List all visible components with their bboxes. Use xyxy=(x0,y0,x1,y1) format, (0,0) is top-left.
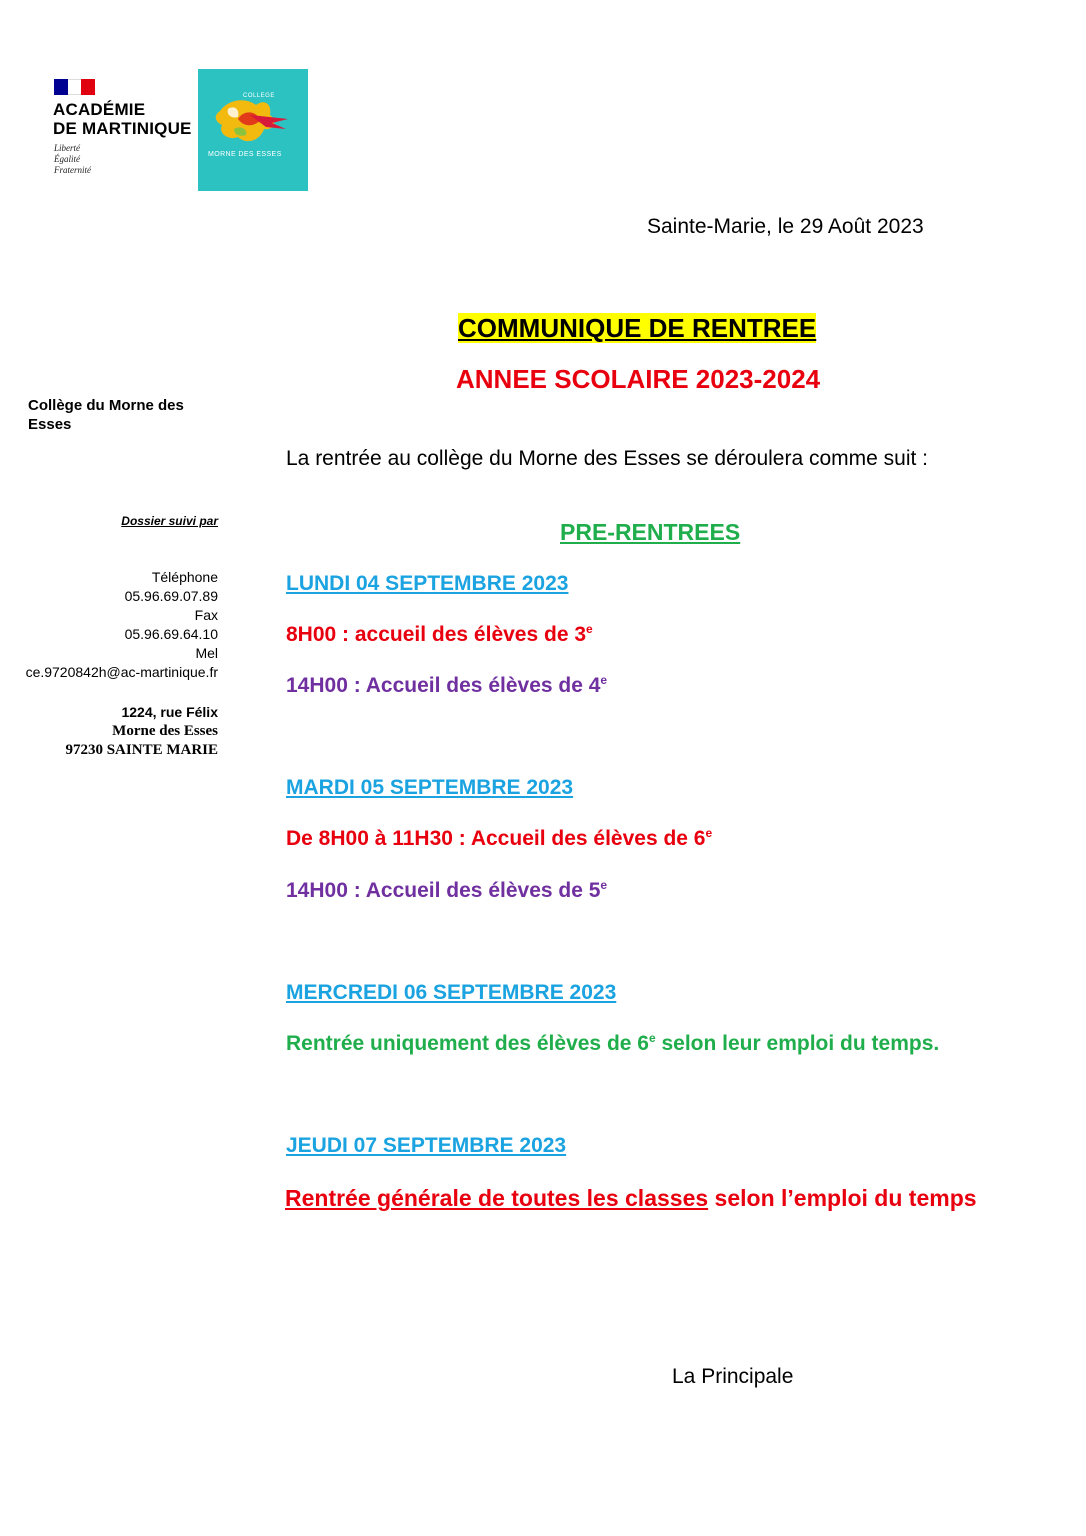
address-block xyxy=(65,703,218,760)
day-heading-wednesday: MERCREDI 06 SEPTEMBRE 2023 xyxy=(286,981,617,1004)
day-heading-monday: LUNDI 04 SEPTEMBRE 2023 xyxy=(286,572,569,595)
mail-address: ce.9720842h@ac-martinique.fr xyxy=(25,664,218,680)
section-title: PRE-RENTREES xyxy=(560,519,741,545)
republic-motto: Liberté Égalité Fraternité xyxy=(54,143,91,175)
contact-block xyxy=(26,568,218,682)
french-flag-icon xyxy=(54,79,95,95)
schedule-item: 8H00 : accueil des élèves de 3e xyxy=(286,622,593,646)
document-date: Sainte-Marie, le 29 Août 2023 xyxy=(647,215,924,238)
mail-label: Mel xyxy=(195,645,218,661)
fax-label: Fax xyxy=(194,607,218,623)
day-heading-thursday: JEUDI 07 SEPTEMBRE 2023 xyxy=(286,1134,567,1157)
academy-name: ACADÉMIE DE MARTINIQUE xyxy=(53,100,192,138)
dossier-label: Dossier suivi par xyxy=(121,514,218,528)
intro-text: La rentrée au collège du Morne des Esses se déroulera comme suit : xyxy=(286,447,929,470)
signature: La Principale xyxy=(672,1365,794,1388)
address-city: 97230 SAINTE MARIE xyxy=(65,742,218,758)
address-locality: Morne des Esses xyxy=(112,723,218,739)
phone-label: Téléphone xyxy=(151,569,218,585)
schedule-item: 14H00 : Accueil des élèves de 5e xyxy=(286,878,608,902)
school-year-title: ANNEE SCOLAIRE 2023-2024 xyxy=(456,364,821,394)
martinique-island-icon xyxy=(198,69,308,191)
fax-number: 05.96.69.64.10 xyxy=(124,626,218,642)
page-title: COMMUNIQUE DE RENTREE xyxy=(458,313,817,343)
college-name: Collège du Morne des Esses xyxy=(28,397,184,433)
schedule-item: Rentrée uniquement des élèves de 6e selon leur emploi du temps. xyxy=(286,1031,940,1055)
address-street: 1224, rue Félix xyxy=(121,704,218,720)
general-rentree-notice: Rentrée générale de toutes les classes selon l’emploi du temps xyxy=(285,1185,977,1211)
phone-number: 05.96.69.07.89 xyxy=(124,588,218,604)
schedule-item: De 8H00 à 11H30 : Accueil des élèves de 6e xyxy=(286,826,713,850)
day-heading-tuesday: MARDI 05 SEPTEMBRE 2023 xyxy=(286,776,574,799)
college-logo: COLLEGE MORNE DES ESSES xyxy=(198,69,308,191)
schedule-item: 14H00 : Accueil des élèves de 4e xyxy=(286,673,608,697)
